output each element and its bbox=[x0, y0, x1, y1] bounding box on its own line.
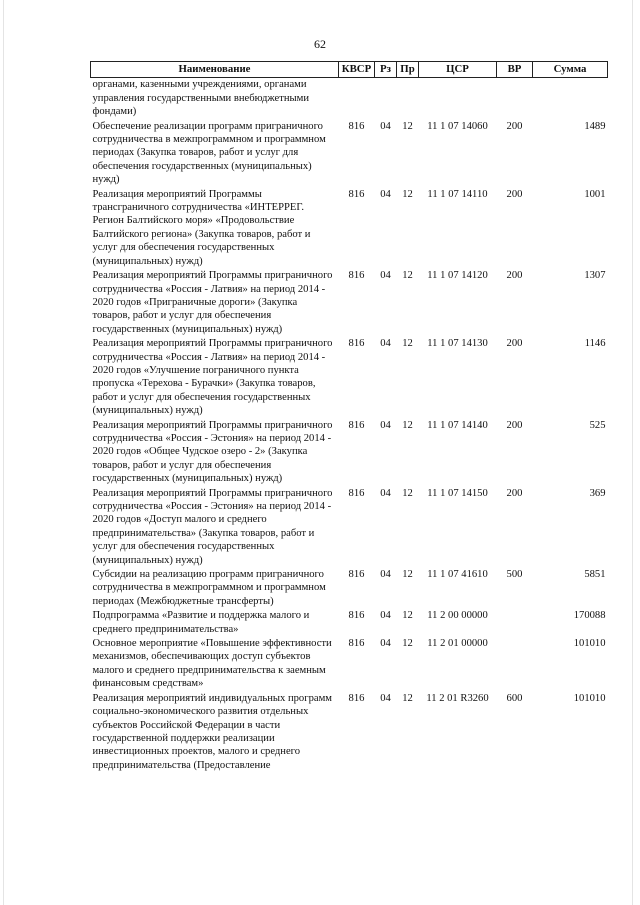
table-row bbox=[91, 269, 608, 337]
cell-csr: 11 2 01 00000 bbox=[427, 638, 488, 650]
table-row bbox=[91, 188, 608, 269]
cell-csr: 11 1 07 14130 bbox=[427, 338, 488, 350]
header-vr: ВР bbox=[497, 62, 533, 78]
table-row bbox=[91, 609, 608, 637]
cell-rz: 04 bbox=[380, 638, 391, 650]
cell-pr: 12 bbox=[402, 487, 413, 499]
cell-name: Реализация мероприятий индивидуальных программ социально-экономического развития отдельных субъектов Российской Федерации в части государственной поддержки реализации инвестиционных проектов, малого и среднего предпринимательства (Предоставление bbox=[92, 692, 332, 771]
cell-rz: 04 bbox=[380, 188, 391, 200]
cell-vr bbox=[497, 609, 533, 637]
cell-pr: 12 bbox=[402, 188, 413, 200]
cell-rz: 04 bbox=[380, 120, 391, 132]
cell-pr: 12 bbox=[402, 638, 413, 650]
cell-vr bbox=[497, 637, 533, 692]
cell-rz: 04 bbox=[380, 692, 391, 704]
cell-vr: 600 bbox=[506, 692, 523, 704]
cell-csr: 11 2 00 00000 bbox=[427, 610, 488, 622]
cell-kvsr: 816 bbox=[348, 487, 365, 499]
left-scan-edge bbox=[3, 0, 4, 905]
cell-kvsr: 816 bbox=[348, 188, 365, 200]
cell-kvsr: 816 bbox=[348, 419, 365, 431]
cell-sum: 170088 bbox=[573, 610, 606, 622]
cell-rz: 04 bbox=[380, 270, 391, 282]
cell-sum bbox=[533, 78, 608, 120]
table-row bbox=[91, 419, 608, 487]
cell-name: Реализация мероприятий Программы приграничного сотрудничества «Россия - Эстония» на период 2014 - 2020 годов «Доступ малого и среднего предпринимательства» (Закупка товаров, работ и услуг для обеспечения государственных (муниципальных) нужд) bbox=[92, 487, 333, 566]
table-row bbox=[91, 120, 608, 188]
cell-csr: 11 1 07 14120 bbox=[427, 270, 488, 282]
cell-name: Основное мероприятие «Повышение эффективности механизмов, обеспечивающих доступ субъектов малого и среднего предпринимательства к заемным финансовым средствам» bbox=[92, 638, 332, 690]
cell-csr: 11 1 07 14060 bbox=[427, 120, 488, 132]
cell-kvsr: 816 bbox=[348, 610, 365, 622]
table-row bbox=[91, 692, 608, 773]
cell-csr: 11 2 01 R3260 bbox=[426, 692, 489, 704]
cell-rz: 04 bbox=[380, 338, 391, 350]
header-kvsr: КВСР bbox=[339, 62, 375, 78]
cell-vr bbox=[497, 78, 533, 120]
cell-rz: 04 bbox=[380, 419, 391, 431]
cell-pr: 12 bbox=[402, 120, 413, 132]
cell-pr: 12 bbox=[402, 270, 413, 282]
cell-sum: 101010 bbox=[573, 692, 606, 704]
cell-sum: 1146 bbox=[584, 338, 606, 350]
cell-pr bbox=[397, 78, 419, 120]
cell-sum: 1489 bbox=[584, 120, 606, 132]
cell-kvsr: 816 bbox=[348, 692, 365, 704]
cell-csr: 11 1 07 41610 bbox=[427, 569, 488, 581]
table-row bbox=[91, 487, 608, 568]
cell-vr: 200 bbox=[506, 487, 523, 499]
cell-csr: 11 1 07 14140 bbox=[427, 419, 488, 431]
cell-name: Подпрограмма «Развитие и поддержка малого и среднего предпринимательства» bbox=[92, 610, 310, 635]
header-pr: Пр bbox=[397, 62, 419, 78]
cell-kvsr: 816 bbox=[348, 569, 365, 581]
cell-name: органами, казенными учреждениями, органами управления государственными внебюджетными фондами) bbox=[92, 79, 310, 118]
cell-csr: 11 1 07 14150 bbox=[427, 487, 488, 499]
table-row bbox=[91, 568, 608, 609]
header-csr: ЦСР bbox=[419, 62, 497, 78]
cell-vr: 200 bbox=[506, 338, 523, 350]
cell-csr: 11 1 07 14110 bbox=[427, 188, 488, 200]
cell-vr: 200 bbox=[506, 270, 523, 282]
cell-sum: 101010 bbox=[573, 638, 606, 650]
cell-pr: 12 bbox=[402, 338, 413, 350]
header-rz: Рз bbox=[375, 62, 397, 78]
budget-table bbox=[90, 61, 608, 773]
cell-rz: 04 bbox=[380, 487, 391, 499]
table-row bbox=[91, 637, 608, 692]
cell-sum: 1307 bbox=[584, 270, 606, 282]
cell-name: Субсидии на реализацию программ приграничного сотрудничества в межпрограммном и программном периодах (Межбюджетные трансферты) bbox=[92, 569, 326, 607]
cell-sum: 1001 bbox=[584, 188, 606, 200]
cell-pr: 12 bbox=[402, 610, 413, 622]
cell-name: Реализация мероприятий Программы приграничного сотрудничества «Россия - Эстония» на период 2014 - 2020 годов «Общее Чудское озеро - 2» (Закупка товаров, работ и услуг для обеспечения государственных (муниципальных) нужд) bbox=[92, 419, 333, 485]
table-row bbox=[91, 78, 608, 120]
cell-pr: 12 bbox=[402, 569, 413, 581]
cell-name: Обеспечение реализации программ приграничного сотрудничества в межпрограммном и программном периодах (Закупка товаров, работ и услуг для обеспечения государственных (муниципальных) нужд) bbox=[92, 120, 326, 186]
header-name: Наименование bbox=[91, 62, 339, 78]
cell-name: Реализация мероприятий Программы приграничного сотрудничества «Россия - Латвия» на период 2014 - 2020 годов «Улучшение пограничного пункта пропуска «Терехова - Бурачки» (Закупка товаров, работ и услуг для обеспечения государственных (муниципальных) нужд) bbox=[92, 338, 333, 417]
cell-rz bbox=[375, 78, 397, 120]
cell-rz: 04 bbox=[380, 610, 391, 622]
cell-kvsr: 816 bbox=[348, 338, 365, 350]
cell-rz: 04 bbox=[380, 569, 391, 581]
right-scan-edge bbox=[632, 0, 633, 905]
cell-kvsr bbox=[339, 78, 375, 120]
cell-vr: 200 bbox=[506, 419, 523, 431]
cell-sum: 5851 bbox=[584, 569, 606, 581]
cell-sum: 525 bbox=[589, 419, 606, 431]
cell-name: Реализация мероприятий Программы приграничного сотрудничества «Россия - Латвия» на период 2014 - 2020 годов «Приграничные дороги» (Закупка товаров, работ и услуг для обеспечения государственных (муниципальных) нужд) bbox=[92, 270, 333, 335]
cell-kvsr: 816 bbox=[348, 638, 365, 650]
cell-pr: 12 bbox=[402, 419, 413, 431]
cell-csr bbox=[419, 78, 497, 120]
cell-pr: 12 bbox=[402, 692, 413, 704]
table-row bbox=[91, 337, 608, 418]
cell-kvsr: 816 bbox=[348, 120, 365, 132]
page-number: 62 bbox=[314, 37, 326, 51]
cell-kvsr: 816 bbox=[348, 270, 365, 282]
header-sum: Сумма bbox=[533, 62, 608, 78]
cell-name: Реализация мероприятий Программы трансграничного сотрудничества «ИНТЕРРЕГ. Регион Балтийского моря» «Продовольствие Балтийского региона» (Закупка товаров, работ и услуг для обеспечения государственных (муниципальных) нужд) bbox=[92, 188, 311, 267]
cell-vr: 500 bbox=[506, 569, 523, 581]
cell-vr: 200 bbox=[506, 120, 523, 132]
cell-sum: 369 bbox=[589, 487, 606, 499]
table-header-row bbox=[91, 62, 608, 78]
cell-vr: 200 bbox=[506, 188, 523, 200]
